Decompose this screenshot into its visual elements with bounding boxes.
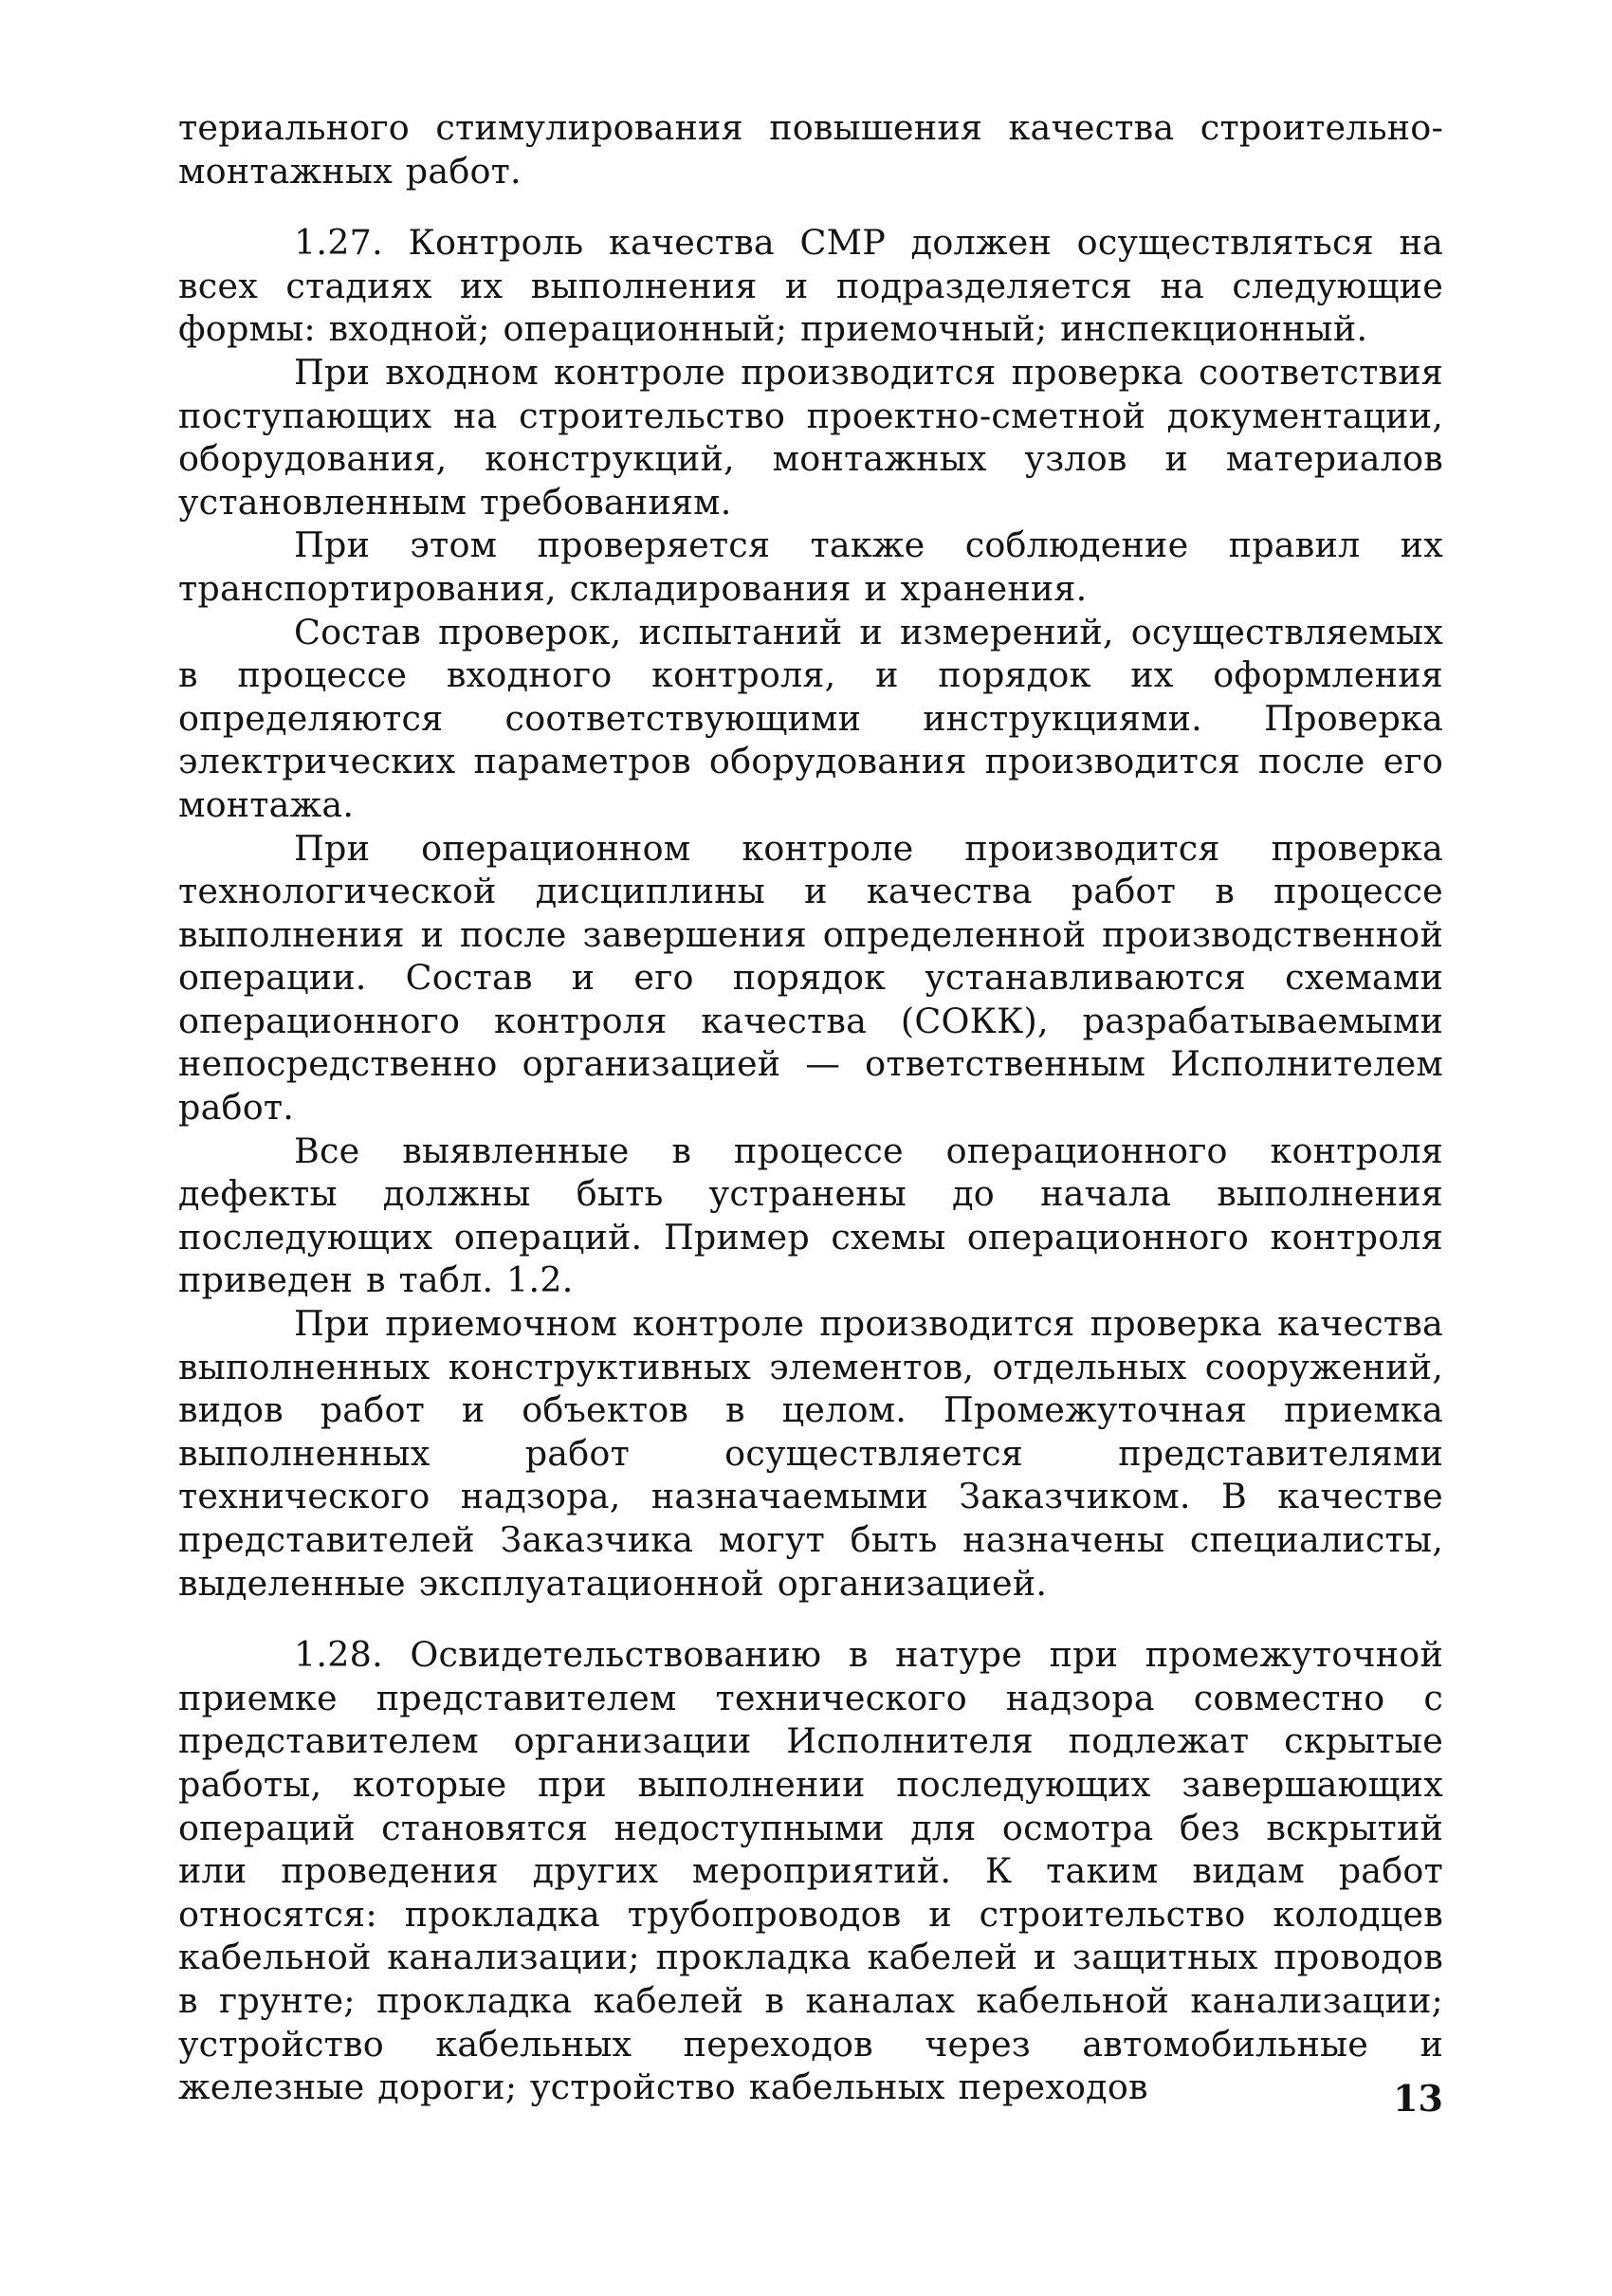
paragraph-acceptance-control: При приемочном контроле производится проверка качества выполненных конструктивных элементов, отдельных сооружений, видов работ и объектов в целом. Промежуточная приемка выполненных работ осуществляется представителями технического надзора, назначаемыми Заказчиком. В качестве представителей Заказчика могут быть назначены специалисты, выделенные эксплуатационной организацией. [178, 1303, 1443, 1604]
paragraph-defects: Все выявленные в процессе операционного контроля дефекты должны быть устранены до начала выполнения последующих операций. Пример схемы операционного контроля приведен в табл. 1.2. [178, 1130, 1443, 1301]
paragraph-continuation: териального стимулирования повышения качества строительно-монтажных работ. [178, 107, 1443, 192]
paragraph-section-1-28: 1.28. Освидетельствованию в натуре при промежуточной приемке представителем технического надзора совместно с представителем организации Исполнителя подлежат скрытые работы, которые при выполнении последующих завершающих операций становятся недоступными для осмотра без вскрытий или проведения других мероприятий. К таким видам работ относятся: прокладка трубопроводов и строительство колодцев кабельной канализации; прокладка кабелей и защитных проводов в грунте; прокладка кабелей в каналах кабельной канализации; устройство кабельных переходов через автомобильные и железные дороги; устройство кабельных переходов [178, 1634, 1443, 2108]
document-page [178, 106, 1443, 2109]
paragraph-section-1-27: 1.27. Контроль качества СМР должен осуществляться на всех стадиях их выполнения и подразделяется на следующие формы: входной; операционный; приемочный; инспекционный. [178, 222, 1443, 350]
paragraph-transport-rules: При этом проверяется также соблюдение правил их транспортирования, складирования и хранения. [178, 524, 1443, 609]
paragraph-checks-composition: Состав проверок, испытаний и измерений, осуществляемых в процессе входного контроля, и порядок их оформления определяются соответствующими инструкциями. Проверка электрических параметров оборудования производится после его монтажа. [178, 611, 1443, 825]
paragraph-operational-control: При операционном контроле производится проверка технологической дисциплины и качества работ в процессе выполнения и после завершения определенной производственной операции. Состав и его порядок устанавливаются схемами операционного контроля качества (СОКК), разрабатываемыми непосредственно организацией — ответственным Исполнителем работ. [178, 827, 1443, 1129]
paragraph-input-control: При входном контроле производится проверка соответствия поступающих на строительство проектно-сметной документации, оборудования, конструкций, монтажных узлов и материалов установленным требованиям. [178, 351, 1443, 523]
page-number: 13 [1393, 2077, 1443, 2120]
